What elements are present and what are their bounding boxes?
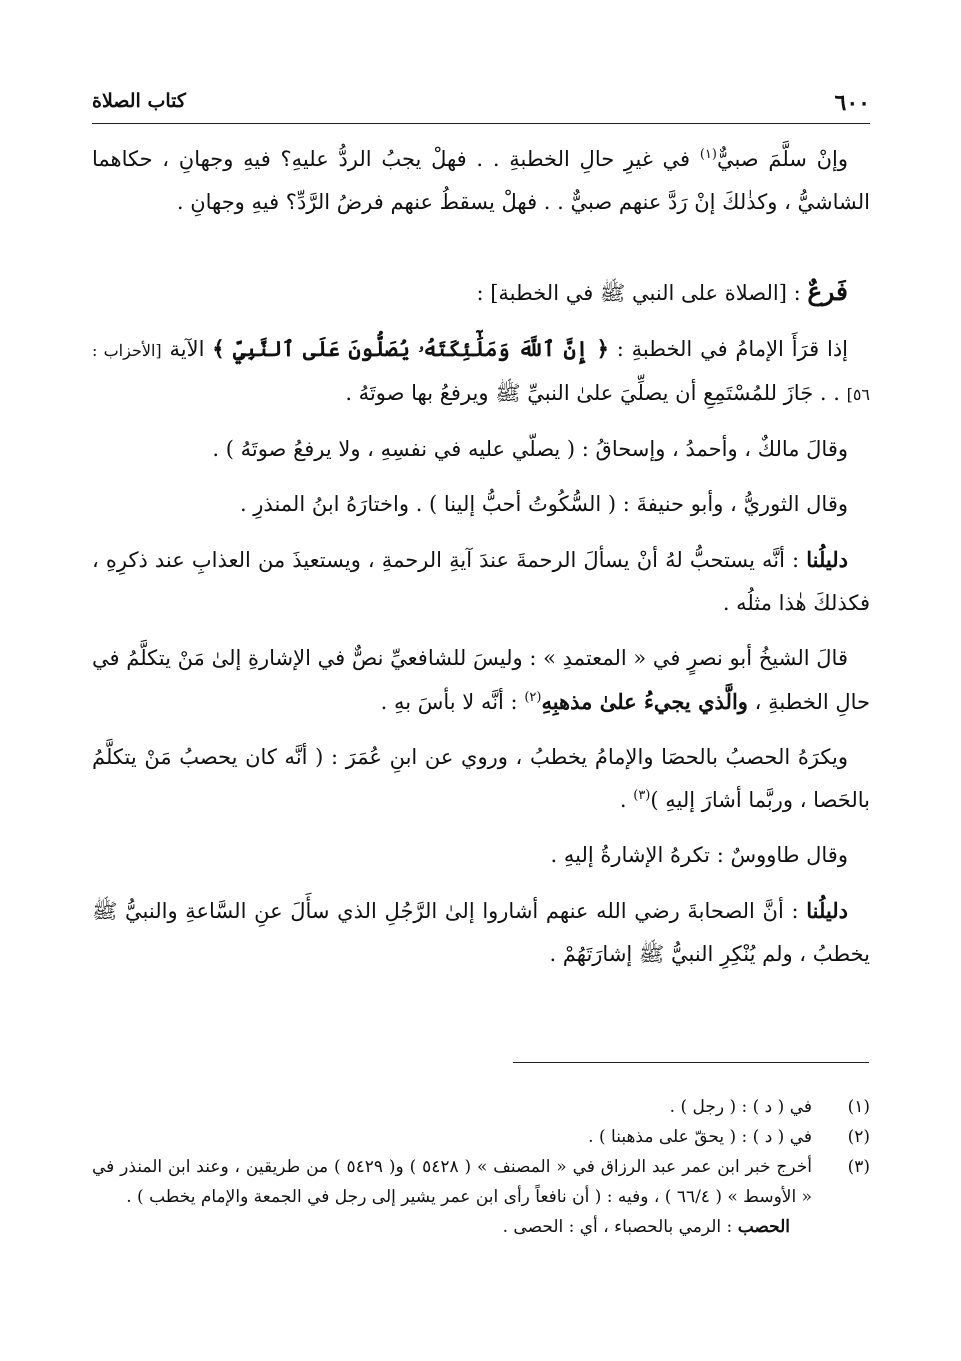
- page-number: ٦٠٠: [834, 90, 870, 116]
- paragraph-tawus: وقال طاووسٌ : تكرهُ الإشارةُ إليهِ .: [550, 843, 848, 867]
- footnote-text: في ( د ) : ( يحقّ على مذهبنا ) .: [588, 1127, 812, 1147]
- paragraph-evidence-1: دليلُنا : أنَّه يستحبُّ لهُ أنْ يسألَ الرحمةَ عندَ آيةِ الرحمةِ ، ويستعيذَ من العذابِ عند ذكرِهِ ، فكذلكَ هٰذا مثلُه .: [92, 547, 870, 615]
- paragraph-imam-recites: إذا قرَأَ الإمامُ في الخطبةِ : ﴿ إِنَّ ٱللَّهَ وَمَلَٰٓئِكَتَهُۥ يُصَلُّونَ عَلَى ٱلنَّبِيِّ ﴾ الآية [الأحزاب : ٥٦] . . جَازَ للمُسْتَمِعِ أن يصلِّيَ علىٰ النبيِّ ﷺ ويرفعُ بها صوتَهُ .: [92, 336, 870, 405]
- page-header: [92, 82, 870, 122]
- verse-reference: [الأحزاب : ٥٦]: [92, 341, 870, 404]
- footnotes: [92, 1092, 870, 1242]
- paragraph-greeting-boy: وإنْ سلَّمَ صبيٌّ$^{(١)}$ في غيرِ حالِ الخطبةِ . . فهلْ يجبُ الردُّ عليهِ؟ فيهِ وجهانِ ، حكاهما الشاشيُّ ، وكذٰلكَ إنْ رَدَّ عنهم صبيٌّ . . فهلْ يسقطُ عنهم فرضُ الرَّدِّ؟ فيهِ وجهانِ .: [92, 147, 870, 214]
- paragraph-malik: وقالَ مالكٌ ، وأحمدُ ، وإسحاقُ : ( يصلّي عليه في نفسِهِ ، ولا يرفعُ صوتَهُ ) .: [212, 437, 848, 461]
- evidence-label: دليلُنا: [806, 898, 848, 923]
- evidence-label: دليلُنا: [806, 547, 848, 572]
- paragraph-evidence-2: دليلُنا : أنَّ الصحابةَ رضي الله عنهم أشاروا إلىٰ الرَّجُلِ الذي سأَلَ عنِ السَّاعةِ والنبيُّ ﷺ يخطبُ ، ولم يُنْكِرِ النبيُّ ﷺ إشارَتَهُمْ .: [92, 898, 870, 966]
- footnote-item: [92, 1092, 870, 1122]
- footnote-number: (٣): [847, 1157, 870, 1177]
- section-gap: [92, 236, 870, 270]
- footnote-text: أخرج خبر ابن عمر عبد الرزاق في « المصنف » ( ٥٤٢٨ ) و( ٥٤٢٩ ) من طريقين ، وعند ابن المنذر في « الأوسط » ( ٦٦/٤ ) ، وفيه : ( أن نافعاً رأى ابن عمر يشير إلى رجل في الجمعة والإمام يخطب ) .: [92, 1157, 813, 1207]
- gloss-definition: : الرمي بالحصباء ، أي : الحصى .: [502, 1217, 738, 1237]
- footnote-item: [92, 1152, 870, 1212]
- header-divider: [92, 123, 870, 124]
- footnote-text: في ( د ) : ( رجل ) .: [669, 1097, 812, 1117]
- footnote-item: [92, 1122, 870, 1152]
- footnote-ref-1: (١): [699, 147, 717, 162]
- paragraph-abu-nasr: قالَ الشيخُ أبو نصرٍ في « المعتمدِ » : وليسَ للشافعيِّ نصٌّ في الإشارةِ إلىٰ مَنْ يتكلَّمُ في حالِ الخطبةِ ، والَّذي يجيءُ علىٰ مذهبِهِ$^{(٢)}$ : أنَّه لا بأسَ بهِ .: [92, 646, 870, 714]
- far-label: فَرعٌ: [807, 277, 848, 306]
- footnote-number: (٢): [847, 1127, 870, 1147]
- paragraph-thawri: وقال الثوريُّ ، وأبو حنيفةَ : ( السُّكُوتُ أحبُّ إلينا ) . واختارَهُ ابنُ المنذرِ .: [239, 492, 848, 516]
- footnote-divider: [513, 1062, 869, 1063]
- paragraph-hasb: ويكرَهُ الحصبُ بالحصَا والإمامُ يخطبُ ، وروي عن ابنِ عُمَرَ : ( أنَّه كان يحصبُ مَنْ يتكلَّمُ بالحَصا ، وربَّما أشارَ إليهِ )$^{(٣)}$ .: [92, 745, 870, 812]
- footnote-gloss: [92, 1212, 870, 1242]
- section-heading: فَرعٌ : [الصلاة على النبي ﷺ في الخطبة] :: [476, 277, 848, 306]
- running-title: كتاب الصلاة: [92, 90, 186, 112]
- footnote-ref-3: (٣): [633, 788, 651, 803]
- main-text: [92, 138, 870, 988]
- footnote-ref-2: (٢): [524, 690, 542, 705]
- emphasis-phrase: والَّذي يجيءُ علىٰ مذهبِهِ: [541, 689, 748, 714]
- footnote-number: (١): [847, 1097, 870, 1117]
- quran-verse: ﴿ إِنَّ ٱللَّهَ وَمَلَٰٓئِكَتَهُۥ يُصَلُّونَ عَلَى ٱلنَّبِيِّ ﴾: [212, 336, 609, 361]
- gloss-term: الحصب: [737, 1217, 790, 1237]
